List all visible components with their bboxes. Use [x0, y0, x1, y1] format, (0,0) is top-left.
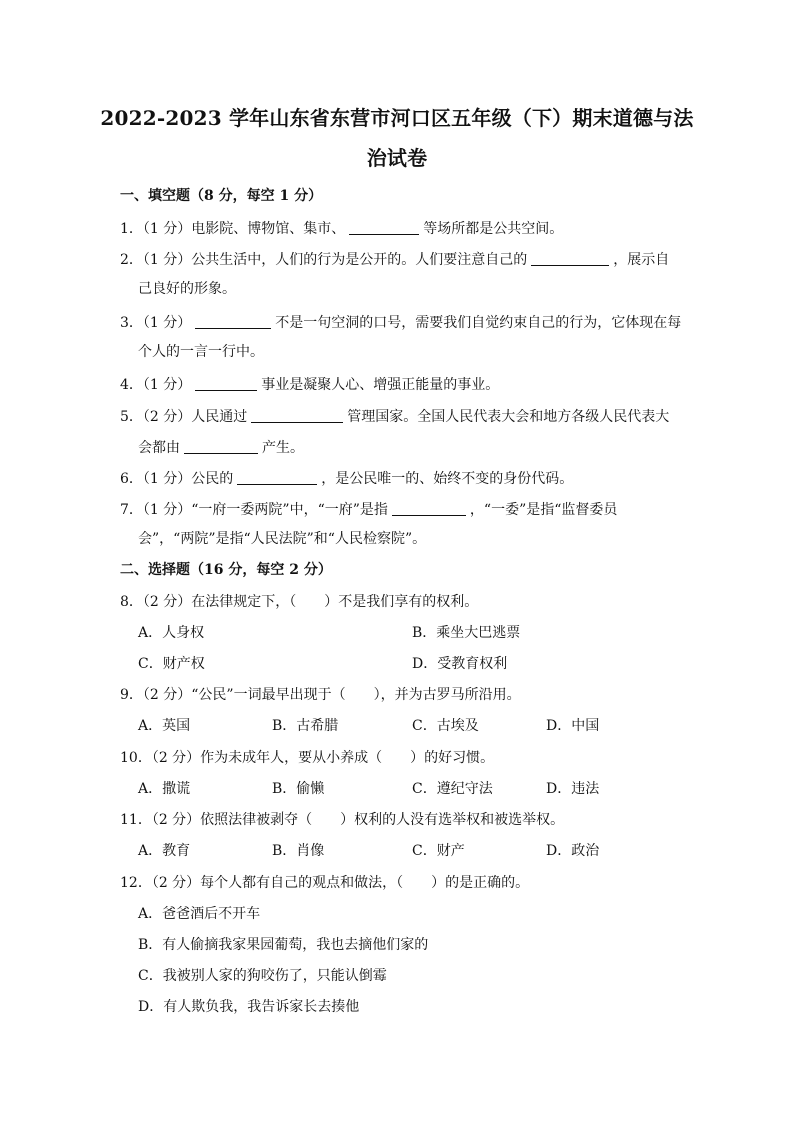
q2-blank [531, 251, 609, 266]
question-1 [120, 218, 563, 238]
q6-blank [237, 470, 317, 485]
question-11: 11．（2 分）依照法律被剥夺（ ）权利的人没有选举权和被选举权。 [120, 812, 565, 828]
q10-option-b: B．偷懒 [272, 781, 325, 797]
q3-blank [195, 314, 271, 329]
question-5 [120, 406, 669, 426]
question-9: 9．（2 分）“公民”一词最早出现于（ ），并为古罗马所沿用。 [120, 687, 521, 703]
q5-line2-suffix: 产生。 [262, 440, 304, 456]
q8-option-a: A．人身权 [138, 625, 205, 641]
q2-prefix: 2．（1 分）公共生活中，人们的行为是公开的。人们要注意自己的 [120, 252, 528, 268]
q4-blank [195, 376, 257, 391]
q12-option-b: B．有人偷摘我家果园葡萄，我也去摘他们家的 [138, 937, 429, 953]
q11-option-d: D．政治 [546, 843, 600, 859]
q3-prefix: 3．（1 分） [120, 315, 192, 331]
q5-suffix: 管理国家。全国人民代表大会和地方各级人民代表大 [347, 409, 670, 425]
q11-option-b: B．肖像 [272, 843, 325, 859]
q12-option-d: D．有人欺负我，我告诉家长去揍他 [138, 999, 360, 1015]
question-7 [120, 499, 617, 519]
section-fill-title: 一、填空题（8 分，每空 1 分） [120, 188, 323, 204]
question-5-line-2 [138, 437, 304, 457]
q5-blank-1 [251, 408, 343, 423]
q5-line2-prefix: 会都由 [138, 440, 180, 456]
q9-option-d: D．中国 [546, 718, 600, 734]
q4-suffix: 事业是凝聚人心、增强正能量的事业。 [261, 377, 500, 393]
q1-prefix: 1．（1 分）电影院、博物馆、集市、 [120, 221, 346, 237]
question-2 [120, 249, 669, 269]
q8-option-d: D．受教育权利 [412, 656, 508, 672]
page-title: 2022-2023 学年山东省东营市河口区五年级（下）期末道德与法 [100, 106, 694, 130]
question-6 [120, 468, 573, 488]
question-12: 12．（2 分）每个人都有自己的观点和做法，（ ）的是正确的。 [120, 875, 530, 891]
section-choice-title: 二、选择题（16 分，每空 2 分） [120, 562, 332, 578]
q12-option-a: A．爸爸酒后不开车 [138, 906, 261, 922]
q11-option-c: C．财产 [412, 843, 465, 859]
question-2-line-2: 己良好的形象。 [138, 281, 236, 297]
question-7-line-2: 会”，“两院”是指“人民法院”和“人民检察院”。 [138, 531, 427, 547]
q10-option-d: D．违法 [546, 781, 600, 797]
q8-option-b: B．乘坐大巴逃票 [412, 625, 521, 641]
q2-suffix: ，展示自 [613, 252, 670, 268]
q7-suffix: ，“一委”是指“监督委员 [469, 502, 618, 518]
q9-option-c: C．古埃及 [412, 718, 479, 734]
q9-option-b: B．古希腊 [272, 718, 339, 734]
q11-option-a: A．教育 [138, 843, 191, 859]
q1-blank [349, 220, 419, 235]
question-3-line-2: 个人的一言一行中。 [138, 344, 264, 360]
question-8: 8．（2 分）在法律规定下，（ ）不是我们享有的权利。 [120, 594, 479, 610]
q5-blank-2 [184, 439, 258, 454]
q7-blank [392, 501, 466, 516]
question-4 [120, 374, 499, 394]
q6-suffix: ，是公民唯一的、始终不变的身份代码。 [321, 471, 574, 487]
q7-prefix: 7．（1 分）“一府一委两院”中，“一府”是指 [120, 502, 388, 518]
page-title-continued: 治试卷 [366, 146, 428, 170]
question-10: 10．（2 分）作为未成年人，要从小养成（ ）的好习惯。 [120, 750, 495, 766]
q10-option-a: A．撒谎 [138, 781, 191, 797]
question-3 [120, 312, 681, 332]
q10-option-c: C．遵纪守法 [412, 781, 493, 797]
q1-suffix: 等场所都是公共空间。 [423, 221, 564, 237]
q3-suffix: 不是一句空洞的口号，需要我们自觉约束自己的行为，它体现在每 [275, 315, 682, 331]
q6-prefix: 6．（1 分）公民的 [120, 471, 234, 487]
q12-option-c: C．我被别人家的狗咬伤了，只能认倒霉 [138, 968, 387, 984]
q4-prefix: 4．（1 分） [120, 377, 192, 393]
q9-option-a: A．英国 [138, 718, 191, 734]
q8-option-c: C．财产权 [138, 656, 205, 672]
q5-prefix: 5．（2 分）人民通过 [120, 409, 248, 425]
